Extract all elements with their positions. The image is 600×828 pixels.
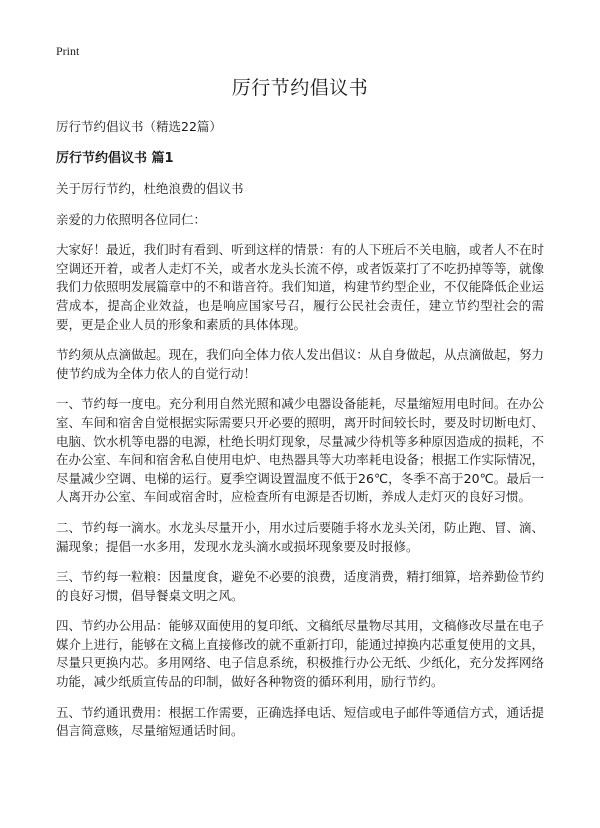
print-link[interactable]: Print — [56, 44, 80, 58]
paragraph-call-to-action: 节约须从点滴做起。现在，我们向全体力依人发出倡议：从自身做起，从点滴做起，努力使节约成为全体力依人的自觉行动！ — [56, 347, 544, 381]
section-heading: 厉行节约倡议书 篇1 — [56, 151, 174, 166]
paragraph-save-food: 三、节约每一粒粮：因量度食，避免不必要的浪费，适度消费，精打细算，培养勤俭节约的良好习惯，倡导餐桌文明之风。 — [56, 569, 544, 603]
paragraph-save-communication: 五、节约通讯费用：根据工作需要，正确选择电话、短信或电子邮件等通信方式，通话提倡言简意赅，尽量缩短通话时间。 — [56, 704, 544, 739]
document-body — [56, 180, 544, 741]
paragraph-title-line: 关于厉行节约，杜绝浪费的倡议书 — [56, 181, 244, 196]
document-subtitle: 厉行节约倡议书（精选22篇） — [56, 119, 222, 134]
paragraph-save-office-supplies: 四、节约办公用品：能够双面使用的复印纸、文稿纸尽量物尽其用，文稿修改尽量在电子媒介上进行，能够在文稿上直接修改的就不重新打印，能通过掉换内芯重复使用的文具，尽量只更换内芯。多用网络、电子信息系统，积极推行办公无纸、少纸化，充分发挥网络功能，减少纸质宣传品的印制，做好各种物资的循环利用，励行节约。 — [56, 618, 544, 690]
paragraph-intro: 大家好！最近，我们时有看到、听到这样的情景：有的人下班后不关电脑，或者人不在时空调还开着，或者人走灯不关，或者水龙头长流不停，或者饭菜打了不吃扔掉等等，就像我们力依照明发展篇章中的不和谐音符。我们知道，构建节约型企业，不仅能降低企业运营成本，提高企业效益，也是响应国家号召，履行公民社会责任，建立节约型社会的需要，更是企业人员的形象和素质的具体体现。 — [56, 242, 544, 332]
paragraph-salutation: 亲爱的力依照明各位同仁： — [56, 211, 207, 227]
paragraph-save-electricity: 一、节约每一度电。充分利用自然光照和减少电器设备能耗，尽量缩短用电时间。在办公室、车间和宿舍自觉根据实际需要只开必要的照明，离开时间较长时，要及时切断电灯、电脑、饮水机等电器的电源，杜绝长明灯现象，尽量减少待机等多种原因造成的损耗，不在办公室、车间和宿舍私自使用电炉、电热器具等大功率耗电设备；根据工作实际情况，尽量减少空调、电梯的运行。夏季空调设置温度不低于26℃，冬季不高于20℃。最后一人离开办公室、车间或宿舍时，应检查所有电源是否切断，养成人走灯灭的良好习惯。 — [56, 396, 544, 505]
document-title: 厉行节约倡议书 — [231, 77, 369, 99]
paragraph-save-water: 二、节约每一滴水。水龙头尽量开小，用水过后要随手将水龙头关闭，防止跑、冒、滴、漏现象；提倡一水多用，发现水龙头滴水或损坏现象要及时报修。 — [56, 519, 544, 554]
